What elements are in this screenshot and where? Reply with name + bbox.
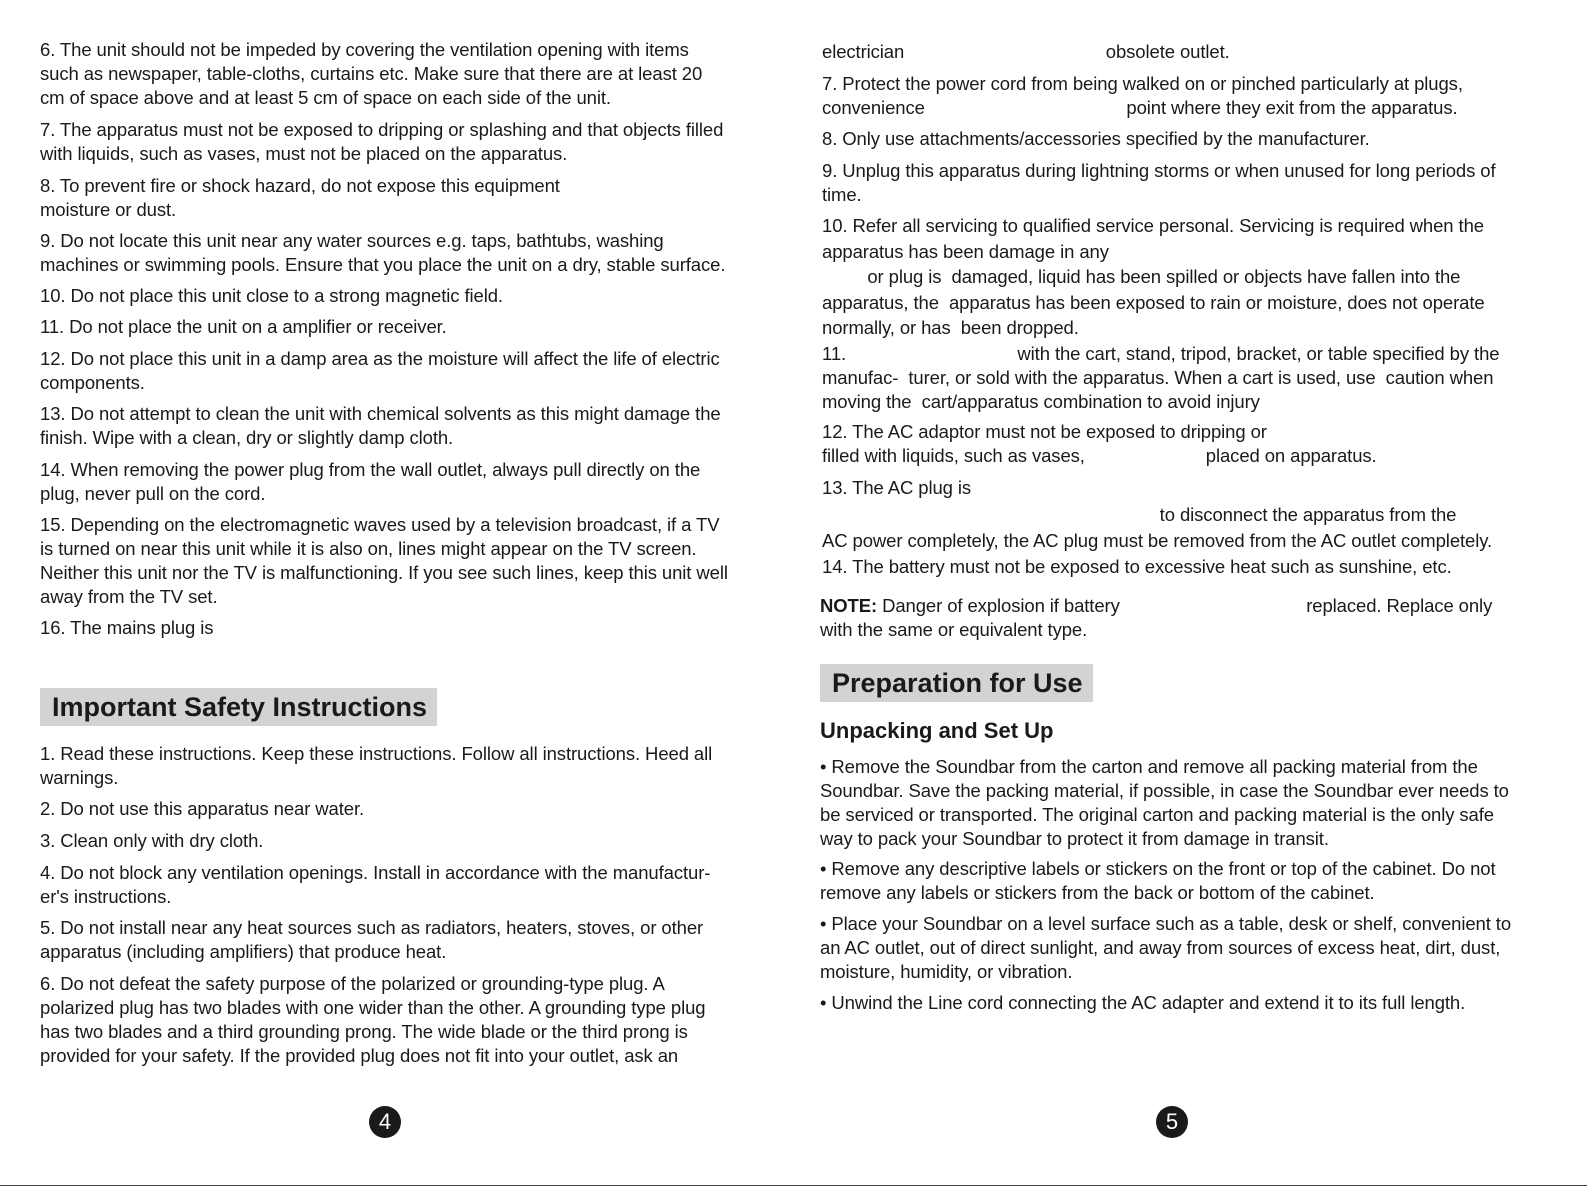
right-item-6-cont bbox=[822, 40, 1230, 64]
right-page bbox=[790, 0, 1587, 1191]
text-line: components. bbox=[40, 372, 145, 393]
right-item-8 bbox=[822, 127, 1370, 151]
right-item-10 bbox=[822, 213, 1485, 341]
safety-item-4 bbox=[40, 861, 710, 909]
text-line: 14. When removing the power plug from the wall outlet, always pull directly on the bbox=[40, 459, 701, 480]
safety-item-1 bbox=[40, 742, 712, 790]
text-line: polarized plug has two blades with one wider than the other. A grounding type plug bbox=[40, 997, 706, 1018]
text-line: AC power completely, the AC plug must be removed from the AC outlet completely. bbox=[822, 530, 1493, 551]
left-item-10 bbox=[40, 284, 503, 308]
left-item-11 bbox=[40, 315, 447, 339]
bullet-unwind-cord bbox=[820, 991, 1465, 1015]
text-line: 2. Do not use this apparatus near water. bbox=[40, 798, 365, 819]
right-item-11 bbox=[822, 342, 1499, 414]
safety-item-6 bbox=[40, 972, 705, 1068]
text-line: 6. Do not defeat the safety purpose of the polarized or grounding-type plug. A bbox=[40, 973, 665, 994]
right-item-14 bbox=[822, 555, 1452, 579]
note-label: NOTE: bbox=[820, 595, 878, 616]
right-item-13 bbox=[822, 475, 1492, 555]
text-line: 11. Do not place the unit on a amplifier or receiver. bbox=[40, 316, 447, 337]
bottom-divider bbox=[0, 1185, 1587, 1186]
text-line: 14. The battery must not be exposed to excessive heat such as sunshine, etc. bbox=[822, 556, 1452, 577]
text-line: 10. Do not place this unit close to a strong magnetic field. bbox=[40, 285, 503, 306]
text-line: finish. Wipe with a clean, dry or slightly damp cloth. bbox=[40, 427, 454, 448]
text-line: with the same or equivalent type. bbox=[820, 619, 1088, 640]
text-line: to disconnect the apparatus from the bbox=[822, 503, 1457, 525]
text-line: • Place your Soundbar on a level surface such as a table, desk or shelf, convenient to bbox=[820, 913, 1512, 934]
left-item-13 bbox=[40, 402, 721, 450]
text-line: 5. Do not install near any heat sources such as radiators, heaters, stoves, or other bbox=[40, 917, 704, 938]
text-line: apparatus, the apparatus has been exposed to rain or moisture, does not operate bbox=[822, 291, 1485, 313]
left-item-14 bbox=[40, 458, 700, 506]
section-heading-preparation: Preparation for Use bbox=[820, 664, 1093, 702]
left-item-8 bbox=[40, 174, 560, 222]
text-line: remove any labels or stickers from the back or bottom of the cabinet. bbox=[820, 882, 1375, 903]
text-line: or plug is damaged, liquid has been spilled or objects have fallen into the bbox=[822, 266, 1461, 287]
text-line: 12. The AC adaptor must not be exposed to dripping or bbox=[822, 421, 1267, 442]
text-line: convenience point where they exit from the apparatus. bbox=[822, 97, 1458, 118]
page-number-left: 4 bbox=[369, 1106, 401, 1138]
text-line: away from the TV set. bbox=[40, 586, 218, 607]
text-line: 7. The apparatus must not be exposed to dripping or splashing and that objects filled bbox=[40, 119, 724, 140]
text-line: 16. The mains plug is bbox=[40, 617, 214, 638]
safety-item-5 bbox=[40, 916, 703, 964]
text-line: such as newspaper, table-cloths, curtains etc. Make sure that there are at least 20 bbox=[40, 63, 703, 84]
text-line: electrician obsolete outlet. bbox=[822, 41, 1230, 62]
text-line: an AC outlet, out of direct sunlight, and away from sources of excess heat, dirt, dust, bbox=[820, 937, 1501, 958]
text-line: 13. Do not attempt to clean the unit with chemical solvents as this might damage the bbox=[40, 403, 721, 424]
text-line: 3. Clean only with dry cloth. bbox=[40, 830, 264, 851]
text-line: time. bbox=[822, 184, 862, 205]
left-item-9 bbox=[40, 229, 725, 277]
text-line: 10. Refer all servicing to qualified service personal. Servicing is required when the bbox=[822, 215, 1484, 236]
safety-item-2 bbox=[40, 797, 364, 821]
text-line: normally, or has been dropped. bbox=[822, 317, 1079, 338]
text-line: manufac- turer, or sold with the apparatus. When a cart is used, use caution when bbox=[822, 367, 1494, 388]
text-line: Soundbar. Save the packing material, if possible, in case the Soundbar ever needs to bbox=[820, 780, 1509, 801]
text-line: moving the cart/apparatus combination to avoid injury bbox=[822, 391, 1260, 412]
text-line: warnings. bbox=[40, 767, 119, 788]
text-line: 1. Read these instructions. Keep these instructions. Follow all instructions. Heed all bbox=[40, 743, 713, 764]
text-line: has two blades and a third grounding prong. The wide blade or the third prong is bbox=[40, 1021, 688, 1042]
right-item-7 bbox=[822, 72, 1463, 120]
text-line: 12. Do not place this unit in a damp area as the moisture will affect the life of electric bbox=[40, 348, 720, 369]
right-item-9 bbox=[822, 159, 1496, 207]
text-line: • Remove any descriptive labels or stickers on the front or top of the cabinet. Do not bbox=[820, 858, 1496, 879]
text-line: • Remove the Soundbar from the carton and remove all packing material from the bbox=[820, 756, 1478, 777]
text-line: 6. The unit should not be impeded by covering the ventilation opening with items bbox=[40, 39, 689, 60]
section-heading-safety: Important Safety Instructions bbox=[40, 688, 437, 726]
safety-item-3 bbox=[40, 829, 263, 853]
text-line: Danger of explosion if battery replaced. Replace only bbox=[877, 595, 1493, 616]
text-line: 15. Depending on the electromagnetic waves used by a television broadcast, if a TV bbox=[40, 514, 720, 535]
text-line: apparatus has been damage in any bbox=[822, 240, 1109, 262]
text-line: cm of space above and at least 5 cm of space on each side of the unit. bbox=[40, 87, 611, 108]
text-line: machines or swimming pools. Ensure that you place the unit on a dry, stable surface. bbox=[40, 254, 726, 275]
text-line: 8. To prevent fire or shock hazard, do not expose this equipment bbox=[40, 175, 560, 196]
text-line: with liquids, such as vases, must not be placed on the apparatus. bbox=[40, 143, 568, 164]
bullet-remove-soundbar bbox=[820, 755, 1509, 851]
left-item-16 bbox=[40, 616, 213, 640]
text-line: 9. Unplug this apparatus during lightning storms or when unused for long periods of bbox=[822, 160, 1496, 181]
text-line: is turned on near this unit while it is also on, lines might appear on the TV screen. bbox=[40, 538, 697, 559]
text-line: be serviced or transported. The original carton and packing material is the only safe bbox=[820, 804, 1494, 825]
text-line: filled with liquids, such as vases, placed on apparatus. bbox=[822, 445, 1377, 466]
left-item-7 bbox=[40, 118, 723, 166]
text-line: 9. Do not locate this unit near any water sources e.g. taps, bathtubs, washing bbox=[40, 230, 664, 251]
text-line: Neither this unit nor the TV is malfunctioning. If you see such lines, keep this unit well bbox=[40, 562, 728, 583]
text-line: 11. with the cart, stand, tripod, bracket, or table specified by the bbox=[822, 343, 1500, 364]
text-line: 7. Protect the power cord from being walked on or pinched particularly at plugs, bbox=[822, 73, 1463, 94]
text-line: moisture, humidity, or vibration. bbox=[820, 961, 1073, 982]
text-line: 8. Only use attachments/accessories specified by the manufacturer. bbox=[822, 128, 1370, 149]
text-line: moisture or dust. bbox=[40, 199, 177, 220]
text-line: plug, never pull on the cord. bbox=[40, 483, 266, 504]
text-line: er's instructions. bbox=[40, 886, 172, 907]
text-line: 13. The AC plug is bbox=[822, 477, 972, 498]
text-line: provided for your safety. If the provided plug does not fit into your outlet, ask an bbox=[40, 1045, 679, 1066]
left-page bbox=[0, 0, 790, 1191]
bullet-place-soundbar bbox=[820, 912, 1511, 984]
text-line: apparatus (including amplifiers) that produce heat. bbox=[40, 941, 447, 962]
text-line: • Unwind the Line cord connecting the AC adapter and extend it to its full length. bbox=[820, 992, 1466, 1013]
subheading-unpacking: Unpacking and Set Up bbox=[820, 718, 1054, 743]
left-item-6 bbox=[40, 38, 702, 110]
text-line: 4. Do not block any ventilation openings. Install in accordance with the manufactur- bbox=[40, 862, 711, 883]
left-item-12 bbox=[40, 347, 720, 395]
battery-note bbox=[820, 594, 1492, 642]
bullet-remove-labels bbox=[820, 857, 1496, 905]
left-item-15 bbox=[40, 513, 728, 609]
page-number-right: 5 bbox=[1156, 1106, 1188, 1138]
text-line: way to pack your Soundbar to protect it from damage in transit. bbox=[820, 828, 1329, 849]
right-item-12 bbox=[822, 420, 1377, 468]
